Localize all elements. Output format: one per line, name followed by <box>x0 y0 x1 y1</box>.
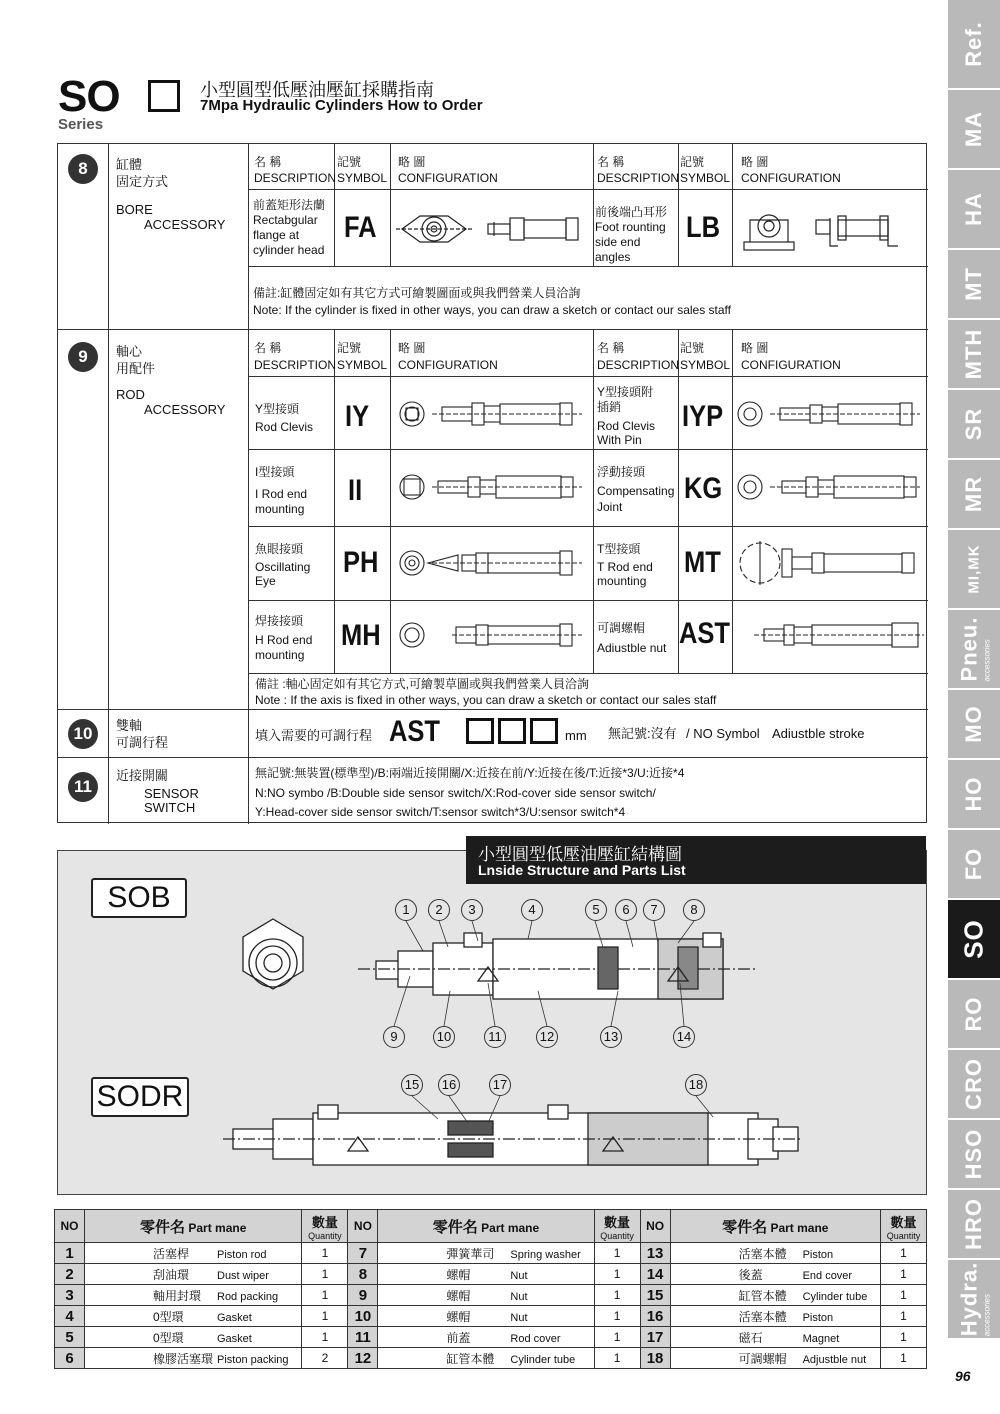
s8-note-zh: 備註:缸體固定如有其它方式可繪製圖面或與我們營業人員洽詢 <box>253 286 581 300</box>
ii-desc-zh: I型接頭 <box>255 465 295 479</box>
col-desc-en-9b: DESCRIPTION <box>597 358 680 372</box>
part-name-en: Gasket <box>217 1311 252 1324</box>
col-desc: 名 稱 <box>254 155 282 169</box>
col-cfg-en-9b: CONFIGURATION <box>741 358 841 372</box>
s9-zh1: 軸心 <box>116 344 143 359</box>
symbol-kg: KG <box>684 472 723 505</box>
tab-cro[interactable]: CRO <box>948 1050 1000 1120</box>
tab-ho[interactable]: HO <box>948 760 1000 830</box>
part-name-en: Piston packing <box>217 1353 289 1366</box>
col-sym-2: 記號 <box>680 155 705 169</box>
part-number: 8 <box>348 1264 378 1285</box>
callout-17: 17 <box>489 1074 511 1096</box>
series-logo: SO <box>58 72 120 121</box>
part-name <box>378 1348 594 1369</box>
table-row <box>55 1264 927 1285</box>
lb-desc-en1: Foot rounting <box>595 220 666 234</box>
part-name-en: End cover <box>802 1269 853 1282</box>
col-cfg-9b: 略 圖 <box>741 341 769 355</box>
col-sym-en-2: SYMBOL <box>680 171 731 185</box>
part-quantity: 1 <box>302 1285 348 1306</box>
ii-desc-en2: mounting <box>255 502 305 516</box>
part-name-zh: 0型環 <box>153 1309 184 1324</box>
s10-fill-text: 填入需要的可調行程 <box>255 728 373 743</box>
s10-zh2: 可調行程 <box>116 735 169 750</box>
parts-list-table <box>54 1209 927 1369</box>
part-number: 16 <box>640 1306 670 1327</box>
s9-en1: ROD <box>116 387 145 402</box>
part-name-en: Adjustble nut <box>802 1353 867 1366</box>
fa-desc-en2: flange at <box>253 228 300 242</box>
part-name <box>85 1306 302 1327</box>
ast-desc-zh: 可調螺帽 <box>597 621 646 635</box>
part-name-en: Cylinder tube <box>510 1353 576 1366</box>
part-quantity: 1 <box>594 1285 640 1306</box>
col-cfg-9: 略 圖 <box>398 341 426 355</box>
part-name <box>378 1264 594 1285</box>
ph-desc-en1: Oscillating <box>255 560 311 574</box>
part-name-en: Rod packing <box>217 1290 279 1303</box>
mh-desc-en1: H Rod end <box>255 633 313 647</box>
col-sym-en: SYMBOL <box>337 171 388 185</box>
part-quantity: 1 <box>594 1348 640 1369</box>
part-quantity: 1 <box>881 1348 927 1369</box>
part-quantity: 1 <box>881 1264 927 1285</box>
part-name <box>85 1264 302 1285</box>
s9-note-en: Note : If the axis is fixed in other ways, you can draw a sketch or contact our sales staff <box>255 693 717 707</box>
s11-line3: Y:Head-cover side sensor switch/T:sensor switch*3/U:sensor switch*4 <box>255 805 626 819</box>
header-part-name-2: 零件名 Part mane <box>378 1210 594 1243</box>
structure-title-en: Lnside Structure and Parts List <box>478 862 686 878</box>
part-quantity: 2 <box>302 1348 348 1369</box>
part-quantity: 1 <box>594 1264 640 1285</box>
part-name-zh: 缸管本體 <box>446 1351 495 1366</box>
tab-hydra[interactable]: Hydra. accessories <box>948 1260 1000 1340</box>
part-name-en: Nut <box>510 1311 528 1324</box>
part-name-en: Magnet <box>802 1332 840 1345</box>
col-sym-9b: 記號 <box>680 341 705 355</box>
s11-line2: N:NO symbo /B:Double side sensor switch/X:Rod-cover side sensor switch/ <box>255 786 656 800</box>
part-name-zh: 彈簧華司 <box>446 1246 495 1261</box>
iyp-desc-en2: With Pin <box>597 433 642 447</box>
part-number: 2 <box>55 1264 85 1285</box>
s11-line1: 無記號:無裝置(標準型)/B:兩端近接開關/X:近接在前/Y:近接在後/T:近接*3/U:近接*4 <box>255 766 685 780</box>
part-quantity: 1 <box>594 1306 640 1327</box>
part-number: 7 <box>348 1243 378 1264</box>
tab-pneu[interactable]: Pneu. accessories <box>948 610 1000 690</box>
callout-4: 4 <box>521 899 543 921</box>
part-number: 13 <box>640 1243 670 1264</box>
page-number: 96 <box>955 1368 971 1384</box>
part-name-en: Cylinder tube <box>802 1290 868 1303</box>
s10-symbol-ast: AST <box>389 715 440 748</box>
callout-3: 3 <box>461 899 483 921</box>
header-qty-3: 數量 Quantity <box>881 1210 927 1243</box>
tab-mo[interactable]: MO <box>948 690 1000 760</box>
part-number: 15 <box>640 1285 670 1306</box>
part-quantity: 1 <box>302 1243 348 1264</box>
section-8-number: 8 <box>68 154 98 184</box>
part-quantity: 1 <box>302 1327 348 1348</box>
callout-12: 12 <box>536 1026 558 1048</box>
s8-zh1: 缸體 <box>116 157 143 172</box>
part-quantity: 1 <box>302 1306 348 1327</box>
symbol-mt: MT <box>684 546 721 579</box>
callout-18: 18 <box>685 1074 707 1096</box>
part-name-en: Nut <box>510 1269 528 1282</box>
order-box <box>148 80 180 112</box>
part-number: 3 <box>55 1285 85 1306</box>
fa-desc-en1: Rectabgular <box>253 213 318 227</box>
structure-panel <box>57 850 927 1195</box>
symbol-ii: II <box>348 474 363 507</box>
part-name-zh: 螺帽 <box>446 1309 471 1324</box>
part-number: 9 <box>348 1285 378 1306</box>
table-row <box>55 1348 927 1369</box>
part-name-en: Nut <box>510 1290 528 1303</box>
col-cfg-en-9: CONFIGURATION <box>398 358 498 372</box>
s8-note-en: Note: If the cylinder is fixed in other ways, you can draw a sketch or contact our sales staff <box>253 303 732 317</box>
part-name-en: Spring washer <box>510 1248 581 1261</box>
cylinder-cross-section-drawing <box>58 851 928 1196</box>
tab-fo[interactable]: FO <box>948 830 1000 900</box>
part-name-zh: 缸管本體 <box>738 1288 787 1303</box>
tab-mi-mk[interactable]: MI,MK <box>948 530 1000 610</box>
ph-desc-en2: Eye <box>255 574 276 588</box>
part-quantity: 1 <box>881 1327 927 1348</box>
table-row <box>55 1306 927 1327</box>
part-name-zh: 0型環 <box>153 1330 184 1345</box>
s10-unit: mm <box>565 728 587 743</box>
stroke-digit-box-1[interactable] <box>466 718 494 744</box>
s8-en1: BORE <box>116 202 153 217</box>
col-desc-9b: 名 稱 <box>597 341 625 355</box>
mt-desc-en2: mounting <box>597 574 647 588</box>
tab-ha[interactable]: HA <box>948 170 1000 250</box>
part-quantity: 1 <box>881 1285 927 1306</box>
symbol-mh: MH <box>341 619 381 652</box>
col-desc-2: 名 稱 <box>597 155 625 169</box>
part-name-zh: 活塞本體 <box>738 1246 787 1261</box>
callout-11: 11 <box>484 1026 506 1048</box>
s11-en2: SWITCH <box>144 800 196 815</box>
symbol-fa: FA <box>344 211 377 244</box>
part-name-zh: 橡膠活塞環 <box>153 1351 214 1366</box>
tab-mr[interactable]: MR <box>948 460 1000 530</box>
part-name-zh: 磁石 <box>738 1330 763 1345</box>
col-sym: 記號 <box>337 155 362 169</box>
part-name <box>85 1348 302 1369</box>
s8-zh2: 固定方式 <box>116 174 169 189</box>
header-qty-2: 數量 Quantity <box>594 1210 640 1243</box>
part-name-zh: 螺帽 <box>446 1267 471 1282</box>
tab-mth[interactable]: MTH <box>948 320 1000 390</box>
structure-title-zh: 小型圓型低壓油壓缸結構圖 <box>478 845 682 865</box>
kg-desc-en1: Compensating <box>597 484 675 498</box>
callout-13: 13 <box>600 1026 622 1048</box>
stroke-digit-box-3[interactable] <box>530 718 558 744</box>
callout-9: 9 <box>383 1026 405 1048</box>
part-name-en: Gasket <box>217 1332 252 1345</box>
ii-desc-en1: I Rod end <box>255 487 308 501</box>
col-desc-en-2: DESCRIPTION <box>597 171 680 185</box>
part-name-zh: 軸用封環 <box>153 1288 202 1303</box>
iyp-desc-zh2: 插銷 <box>597 400 622 414</box>
callout-10: 10 <box>433 1026 455 1048</box>
series-label: Series <box>58 116 104 133</box>
callout-16: 16 <box>438 1074 460 1096</box>
part-name-zh: 可調螺帽 <box>738 1351 787 1366</box>
part-name <box>670 1348 880 1369</box>
symbol-iyp: IYP <box>682 400 724 433</box>
part-name-zh: 前蓋 <box>446 1330 471 1345</box>
part-number: 17 <box>640 1327 670 1348</box>
part-number: 1 <box>55 1243 85 1264</box>
callout-2: 2 <box>428 899 450 921</box>
part-name-zh: 活塞本體 <box>738 1309 787 1324</box>
col-sym-en-9b: SYMBOL <box>680 358 731 372</box>
kg-desc-en2: Joint <box>597 500 623 514</box>
callout-1: 1 <box>395 899 417 921</box>
part-number: 4 <box>55 1306 85 1327</box>
lb-desc-en3: angles <box>595 250 631 264</box>
ph-desc-zh: 魚眼接頭 <box>255 542 304 556</box>
table-row <box>55 1243 927 1264</box>
part-name-zh: 後蓋 <box>738 1267 763 1282</box>
part-number: 11 <box>348 1327 378 1348</box>
part-quantity: 1 <box>881 1243 927 1264</box>
s9-en2: ACCESSORY <box>144 402 226 417</box>
callout-14: 14 <box>673 1026 695 1048</box>
header-no: NO <box>55 1210 85 1243</box>
mt-desc-en1: T Rod end <box>597 560 653 574</box>
col-sym-en-9: SYMBOL <box>337 358 388 372</box>
header-qty: 數量 Quantity <box>302 1210 348 1243</box>
col-cfg-en: CONFIGURATION <box>398 171 498 185</box>
part-name-zh: 活塞桿 <box>153 1246 190 1261</box>
part-quantity: 1 <box>594 1327 640 1348</box>
part-number: 10 <box>348 1306 378 1327</box>
lb-desc-zh: 前後端凸耳形 <box>595 205 668 219</box>
s9-zh2: 用配件 <box>116 361 156 376</box>
series-sidebar <box>948 0 1000 1414</box>
col-cfg-en-2: CONFIGURATION <box>741 171 841 185</box>
part-name <box>670 1264 880 1285</box>
part-number: 6 <box>55 1348 85 1369</box>
mt-desc-zh: T型接頭 <box>597 542 641 556</box>
part-name <box>85 1327 302 1348</box>
iyp-desc-zh: Y型接頭附 <box>597 385 654 399</box>
callout-7: 7 <box>643 899 665 921</box>
col-desc-9: 名 稱 <box>254 341 282 355</box>
part-quantity: 1 <box>594 1243 640 1264</box>
s10-adjustable-stroke: Adiustble stroke <box>772 726 865 741</box>
s10-zh1: 雙軸 <box>116 718 143 733</box>
part-name-en: Rod cover <box>510 1332 561 1345</box>
part-name-en: Piston <box>802 1248 834 1261</box>
part-name <box>85 1285 302 1306</box>
mh-desc-zh: 焊接接頭 <box>255 614 304 628</box>
part-name <box>378 1306 594 1327</box>
structure-title-bar <box>466 836 926 884</box>
fa-configuration-drawing <box>396 196 588 261</box>
s10-nosym-zh: 無記號:沒有 <box>608 726 677 741</box>
tab-ref[interactable]: Ref. <box>948 0 1000 90</box>
mh-desc-en2: mounting <box>255 648 305 662</box>
lb-desc-en2: side end <box>595 235 641 249</box>
lb-configuration-drawing <box>738 196 928 261</box>
fa-desc-en3: cylinder head <box>253 243 325 257</box>
part-name <box>378 1285 594 1306</box>
section-9-number: 9 <box>68 342 98 372</box>
col-desc-en: DESCRIPTION <box>254 171 337 185</box>
table-row <box>55 1327 927 1348</box>
part-quantity: 1 <box>881 1306 927 1327</box>
part-name <box>378 1327 594 1348</box>
part-name <box>670 1306 880 1327</box>
table-row <box>55 1285 927 1306</box>
tab-sr[interactable]: SR <box>948 390 1000 460</box>
section-10-number: 10 <box>68 719 98 749</box>
s11-en1: SENSOR <box>144 786 199 801</box>
callout-8: 8 <box>683 899 705 921</box>
part-name <box>670 1285 880 1306</box>
label-sob: SOB <box>91 878 187 918</box>
col-desc-en-9: DESCRIPTION <box>254 358 337 372</box>
fa-desc-zh: 前蓋矩形法蘭 <box>253 198 326 212</box>
part-name-zh: 刮油環 <box>153 1267 190 1282</box>
part-number: 14 <box>640 1264 670 1285</box>
header-part-name-3: 零件名 Part mane <box>670 1210 880 1243</box>
rod-accessory-drawings-left <box>392 377 592 673</box>
part-name <box>670 1243 880 1264</box>
header-no-3: NO <box>640 1210 670 1243</box>
tab-ro[interactable]: RO <box>948 980 1000 1050</box>
symbol-ast: AST <box>679 617 730 650</box>
col-sym-9: 記號 <box>337 341 362 355</box>
order-table <box>57 143 927 823</box>
stroke-digit-box-2[interactable] <box>498 718 526 744</box>
title-chinese: 小型圓型低壓油壓缸採購指南 <box>200 80 434 101</box>
s8-en2: ACCESSORY <box>144 217 226 232</box>
symbol-lb: LB <box>686 211 720 244</box>
part-number: 18 <box>640 1348 670 1369</box>
kg-desc-zh: 浮動接頭 <box>597 465 646 479</box>
iy-desc-en1: Rod Clevis <box>255 420 314 434</box>
tab-hro[interactable]: HRO <box>948 1190 1000 1260</box>
part-name-en: Dust wiper <box>217 1269 269 1282</box>
callout-15: 15 <box>401 1074 423 1096</box>
tab-so-active[interactable]: SO <box>948 900 1000 980</box>
part-name-zh: 螺帽 <box>446 1288 471 1303</box>
parts-header-row <box>55 1210 927 1243</box>
s10-nosym-en: / NO Symbol <box>686 726 760 741</box>
ast-desc-en1: Adiustble nut <box>597 641 667 655</box>
tab-mt[interactable]: MT <box>948 250 1000 320</box>
col-cfg-2: 略 圖 <box>741 155 769 169</box>
part-quantity: 1 <box>302 1264 348 1285</box>
tab-hso[interactable]: HSO <box>948 1120 1000 1190</box>
iy-desc-zh: Y型接頭 <box>255 402 300 416</box>
part-name <box>378 1243 594 1264</box>
tab-ma[interactable]: MA <box>948 90 1000 170</box>
part-name <box>85 1243 302 1264</box>
label-sodr: SODR <box>91 1077 189 1117</box>
header-no-2: NO <box>348 1210 378 1243</box>
part-number: 5 <box>55 1327 85 1348</box>
title-english: 7Mpa Hydraulic Cylinders How to Order <box>200 97 483 114</box>
s11-zh1: 近接開關 <box>116 768 169 783</box>
part-name <box>670 1327 880 1348</box>
callout-5: 5 <box>585 899 607 921</box>
part-name-en: Piston rod <box>217 1248 267 1261</box>
part-number: 12 <box>348 1348 378 1369</box>
s9-note-zh: 備註 :軸心固定如有其它方式,可繪製草圖或與我們營業人員洽詢 <box>255 677 590 691</box>
part-name-en: Piston <box>802 1311 834 1324</box>
header-part-name: 零件名 Part mane <box>85 1210 302 1243</box>
symbol-ph: PH <box>343 546 379 579</box>
section-11-number: 11 <box>68 772 98 802</box>
iyp-desc-en1: Rod Clevis <box>597 419 656 433</box>
rod-accessory-drawings-right <box>734 377 928 673</box>
col-cfg: 略 圖 <box>398 155 426 169</box>
symbol-iy: IY <box>345 400 370 433</box>
callout-6: 6 <box>615 899 637 921</box>
